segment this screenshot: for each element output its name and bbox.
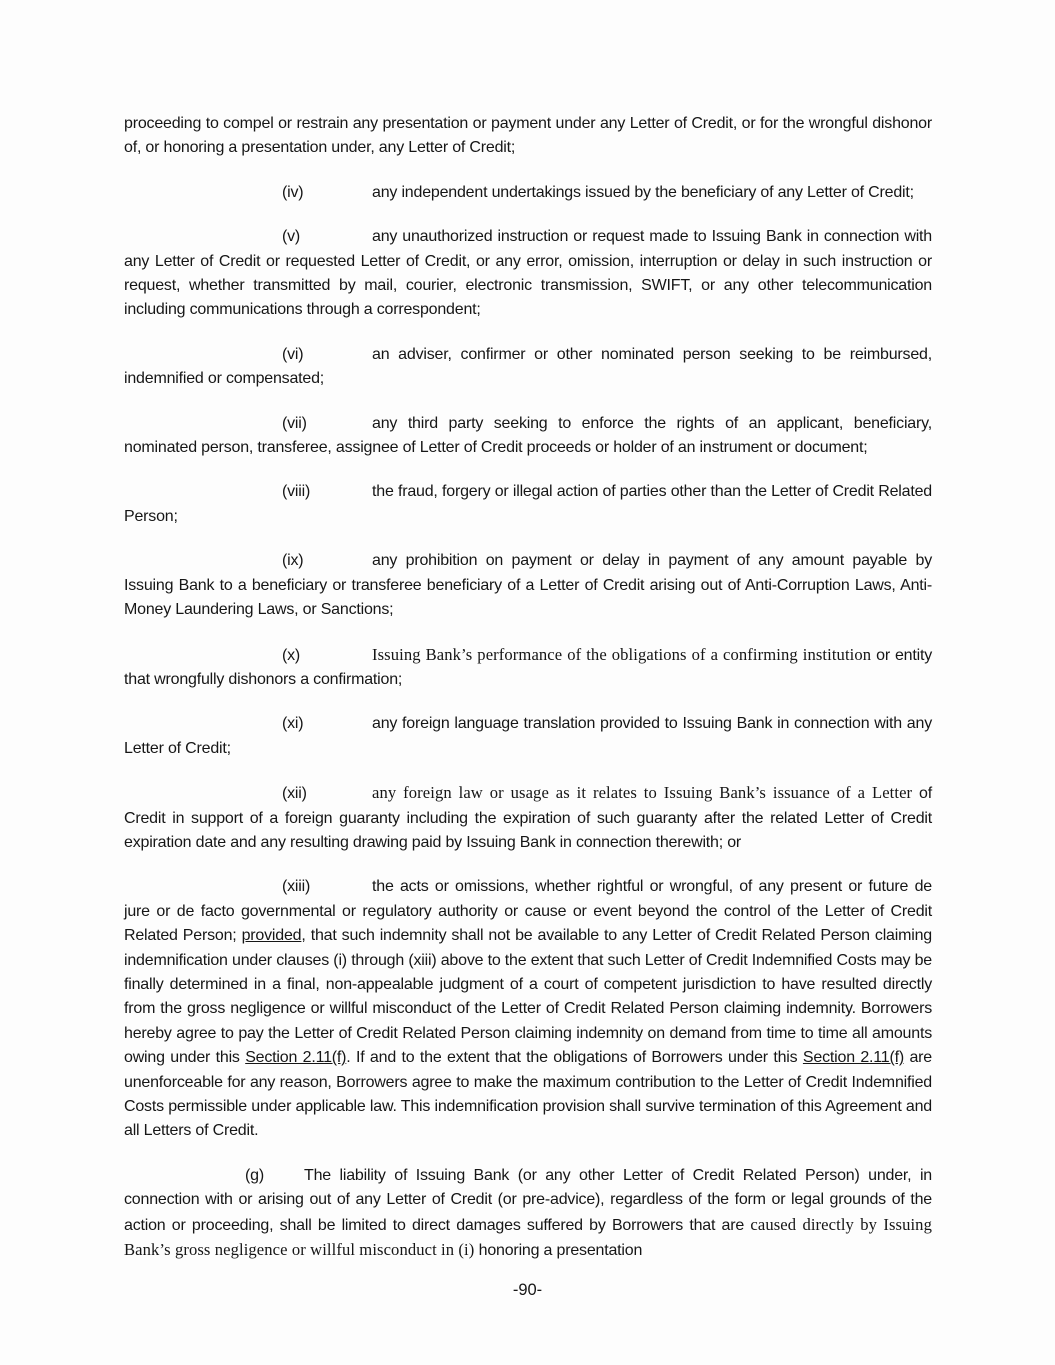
clause-v [124,225,932,323]
page-number: -90- [512,1281,543,1299]
clause-iv-number: (iv) [282,183,304,201]
clause-g-serif-text: caused directly by Issuing Bank’s gross negligence or willful misconduct in (i) [124,1214,932,1260]
clause-viii-text: the fraud, forgery or illegal action of parties other than the Letter of Credit Related Person; [124,483,932,525]
clause-xiii-text-4: are unenforceable for any reason, Borrowers agree to make the maximum contribution to the Letter of Credit Indemnified Costs permissible under applicable law. This indemnification provision shall survive termination of this Agreement and all Letters of Credit. [124,1049,932,1140]
clause-xi-number: (xi) [282,715,304,733]
document-body [124,112,932,1283]
clause-vii-text: any third party seeking to enforce the rights of an applicant, beneficiary, nominated person, transferee, assignee of Letter of Credit proceeds or holder of an instrument or document; [124,414,932,457]
clause-xiii-section-ref-2: Section 2.11(f) [802,1049,904,1067]
clause-g-text-1: The liability of Issuing Bank (or any other Letter of Credit Related Person) under, in connection with or arising out of any Letter of Credit (or pre-advice), regardless of the form or legal grounds of the action or proceeding, shall be limited to direct damages suffered by Borrowers that are [124,1166,932,1234]
clause-xii-text: of Credit in support of a foreign guaranty including the expiration of such guaranty after the related Letter of Credit expiration date and any resulting drawing paid by Issuing Bank in connection therewith; or [124,785,932,851]
clause-vii [124,412,932,461]
clause-g-number: (g) [245,1166,264,1184]
clause-xii [124,781,932,855]
clause-vi [124,343,932,392]
clause-xiii-underlined-provided: provided [241,927,302,945]
clause-xiii-number: (xiii) [282,878,311,896]
clause-vii-number: (vii) [282,414,307,432]
clause-g [124,1164,932,1264]
clause-viii-number: (viii) [282,483,311,501]
clause-ix [124,549,932,622]
clause-vi-number: (vi) [282,345,304,363]
clause-vi-text: an adviser, confirmer or other nominated person seeking to be reimbursed, indemnified or compensated; [124,345,932,388]
clause-xiii-text-3: . If and to the extent that the obligations of Borrowers under this [346,1049,803,1067]
clause-v-number: (v) [282,228,301,246]
clause-viii [124,480,932,529]
intro-paragraph-text: proceeding to compel or restrain any presentation or payment under any Letter of Credit, or for the wrongful dishonor of, or honoring a presentation under, any Letter of Credit; [124,115,932,157]
clause-xi [124,712,932,761]
clause-xi-text: any foreign language translation provided to Issuing Bank in connection with any Letter of Credit; [124,715,932,757]
clause-xiii-text-1: the acts or omissions, whether rightful or wrongful, of any present or future de jure or de facto governmental or regulatory authority or cause or event beyond the control of the Letter of Credit Related Person; [124,878,932,945]
clause-xii-serif-text: any foreign law or usage as it relates to Issuing Bank’s issuance of a Letter [372,783,920,803]
clause-g-text-2: honoring a presentation [478,1242,643,1260]
clause-ix-number: (ix) [282,552,304,570]
clause-iv-text: any independent undertakings issued by the beneficiary of any Letter of Credit; [372,183,914,201]
clause-xii-number: (xii) [282,785,307,803]
clause-x-serif-text: Issuing Bank’s performance of the obligations of a confirming institution [372,644,877,664]
clause-ix-text: any prohibition on payment or delay in payment of any amount payable by Issuing Bank to a beneficiary or transferee beneficiary of a Letter of Credit arising out of Anti-Corruption Laws, Anti-Money Laundering Laws, or Sanctions; [124,552,932,619]
clause-xiii-section-ref-1: Section 2.11(f) [245,1049,347,1067]
intro-paragraph [124,112,932,161]
clause-xiii-text-2: , that such indemnity shall not be available to any Letter of Credit Related Person claiming indemnification under clauses (i) through (xiii) above to the extent that such Letter of Credit Indemnified Costs may be finally determined in a final, non-appealable judgment of a court of competent jurisdiction to have resulted directly from the gross negligence or willful misconduct of the Letter of Credit Related Person claiming indemnity. Borrowers hereby agree to pay the Letter of Credit Related Person claiming indemnity on demand from time to time all amounts owing under this [124,927,932,1067]
clause-x [124,643,932,693]
clause-v-text: any unauthorized instruction or request made to Issuing Bank in connection with any Letter of Credit or requested Letter of Credit, or any error, omission, interruption or delay in such instruction or request, whether transmitted by mail, courier, electronic transmission, SWIFT, or any other telecommunication including communications through a correspondent; [124,228,932,319]
clause-x-text: or entity that wrongfully dishonors a confirmation; [124,646,933,688]
clause-x-number: (x) [282,646,301,664]
clause-xiii [124,875,932,1143]
clause-iv [124,181,932,205]
